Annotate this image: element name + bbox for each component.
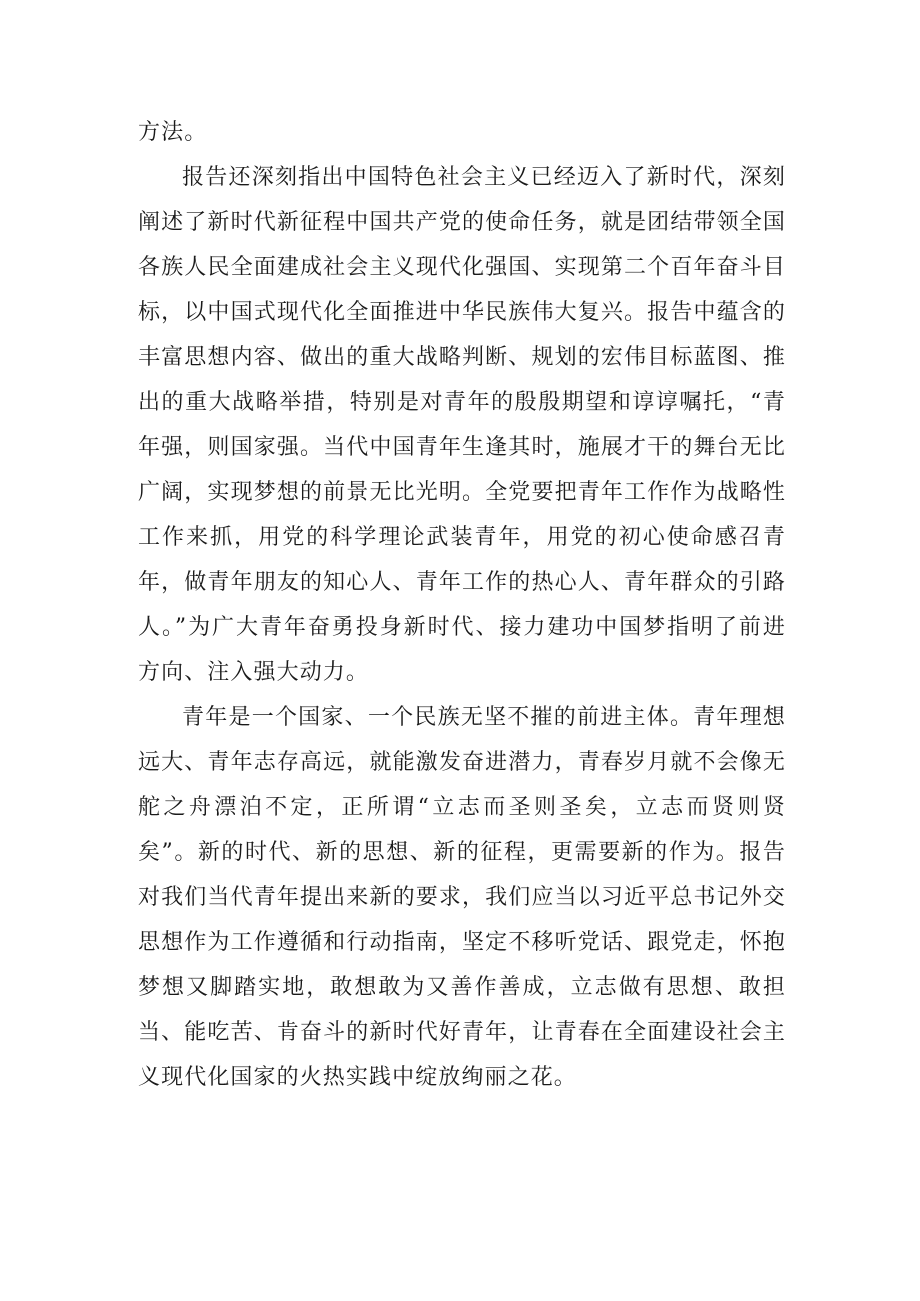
body-text [138,110,786,1100]
paragraph-youth-mission: 青年是一个国家、一个民族无坚不摧的前进主体。青年理想远大、青年志存高远，就能激发奋进潜力，青春岁月就不会像无舵之舟漂泊不定，正所谓“立志而圣则圣矣，立志而贤则贤矣”。新的时代、新的思想、新的征程，更需要新的作为。报告对我们当代青年提出来新的要求，我们应当以习近平总书记外交思想作为工作遵循和行动指南，坚定不移听党话、跟党走，怀抱梦想又脚踏实地，敢想敢为又善作善成，立志做有思想、敢担当、能吃苦、肯奋斗的新时代好青年，让青春在全面建设社会主义现代化国家的火热实践中绽放绚丽之花。 [138,705,786,1090]
paragraph-continuation: 方法。 [138,120,208,145]
paragraph-report-new-era: 报告还深刻指出中国特色社会主义已经迈入了新时代，深刻阐述了新时代新征程中国共产党的使命任务，就是团结带领全国各族人民全面建成社会主义现代化强国、实现第二个百年奋斗目标，以中国式现代化全面推进中华民族伟大复兴。报告中蕴含的丰富思想内容、做出的重大战略判断、规划的宏伟目标蓝图、推出的重大战略举措，特别是对青年的殷殷期望和谆谆嘱托，“青年强，则国家强。当代中国青年生逢其时，施展才干的舞台无比广阔，实现梦想的前景无比光明。全党要把青年工作作为战略性工作来抓，用党的科学理论武装青年，用党的初心使命感召青年，做青年朋友的知心人、青年工作的热心人、青年群众的引路人。”为广大青年奋勇投身新时代、接力建功中国梦指明了前进方向、注入强大动力。 [138,165,786,685]
